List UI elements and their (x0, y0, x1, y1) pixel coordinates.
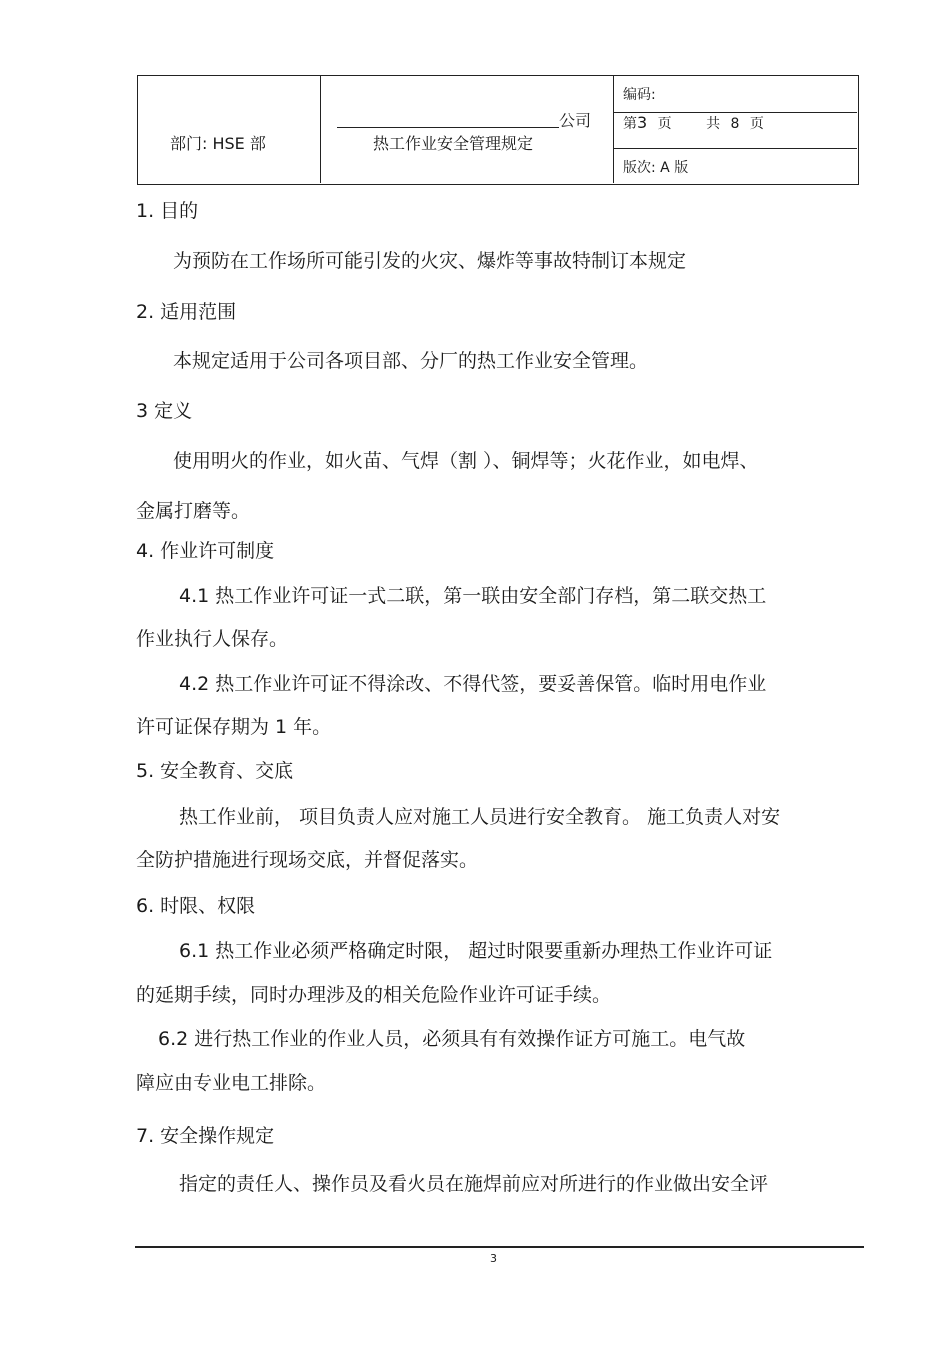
section-6-1-line1: 6.1 热工作业必须严格确定时限， 超过时限要重新办理热工作业许可证 (179, 940, 773, 962)
total-number: 8 (730, 116, 740, 132)
meta-cell (614, 76, 857, 183)
footer-divider (135, 1246, 864, 1248)
total-label: 共 (706, 116, 721, 132)
section-5-line2: 全防护措施进行现场交底，并督促落实。 (136, 849, 479, 871)
section-6-2-line2: 障应由专业电工排除。 (136, 1072, 327, 1094)
section-4-2-line1: 4.2 热工作业许可证不得涂改、不得代签，要妥善保管。临时用电作业 (179, 673, 767, 695)
section-6-1-line2: 的延期手续，同时办理涉及的相关危险作业许可证手续。 (136, 984, 612, 1006)
code-label: 编码: (623, 87, 656, 103)
version-row (614, 149, 857, 183)
total-unit: 页 (749, 116, 764, 132)
section-6-heading: 6. 时限、权限 (136, 895, 256, 917)
section-3-text-line2: 金属打磨等。 (136, 500, 251, 522)
section-1-text: 为预防在工作场所可能引发的火灾、爆炸等事故特制订本规定 (173, 250, 687, 272)
department-label: 部门: HSE 部 (170, 134, 266, 153)
page-row (614, 113, 857, 149)
section-4-2-line2: 许可证保存期为 1 年。 (136, 716, 332, 738)
document-title: 热工作业安全管理规定 (373, 134, 534, 153)
title-cell (321, 76, 614, 183)
section-4-1-line1: 4.1 热工作业许可证一式二联，第一联由安全部门存档，第二联交热工 (179, 585, 767, 607)
version-label: 版次: A 版 (623, 160, 689, 176)
company-name-blank-line (337, 127, 559, 128)
code-row (614, 76, 857, 113)
page-unit: 页 (657, 116, 672, 132)
document-header-table (137, 75, 859, 185)
section-1-heading: 1. 目的 (136, 200, 199, 222)
section-6-2-line1: 6.2 进行热工作业的作业人员，必须具有有效操作证方可施工。电气故 (158, 1028, 746, 1050)
footer-page-number: 3 (490, 1252, 497, 1265)
section-4-1-line2: 作业执行人保存。 (136, 628, 289, 650)
section-3-text-line1: 使用明火的作业，如火苗、气焊（割 ）、铜焊等；火花作业，如电焊、 (173, 450, 759, 472)
section-2-heading: 2. 适用范围 (136, 301, 237, 323)
page-number: 3 (637, 113, 648, 132)
company-suffix: 公司 (559, 111, 592, 130)
section-5-heading: 5. 安全教育、交底 (136, 760, 294, 782)
section-4-heading: 4. 作业许可制度 (136, 540, 275, 562)
section-3-heading: 3 定义 (136, 400, 193, 422)
section-7-line1: 指定的责任人、操作员及看火员在施焊前应对所进行的作业做出安全评 (179, 1173, 769, 1195)
section-5-line1: 热工作业前， 项目负责人应对施工人员进行安全教育。 施工负责人对安 (179, 806, 781, 828)
page-label: 第 (623, 116, 637, 132)
department-cell (138, 76, 321, 183)
section-7-heading: 7. 安全操作规定 (136, 1125, 275, 1147)
section-2-text: 本规定适用于公司各项目部、分厂的热工作业安全管理。 (173, 350, 649, 372)
